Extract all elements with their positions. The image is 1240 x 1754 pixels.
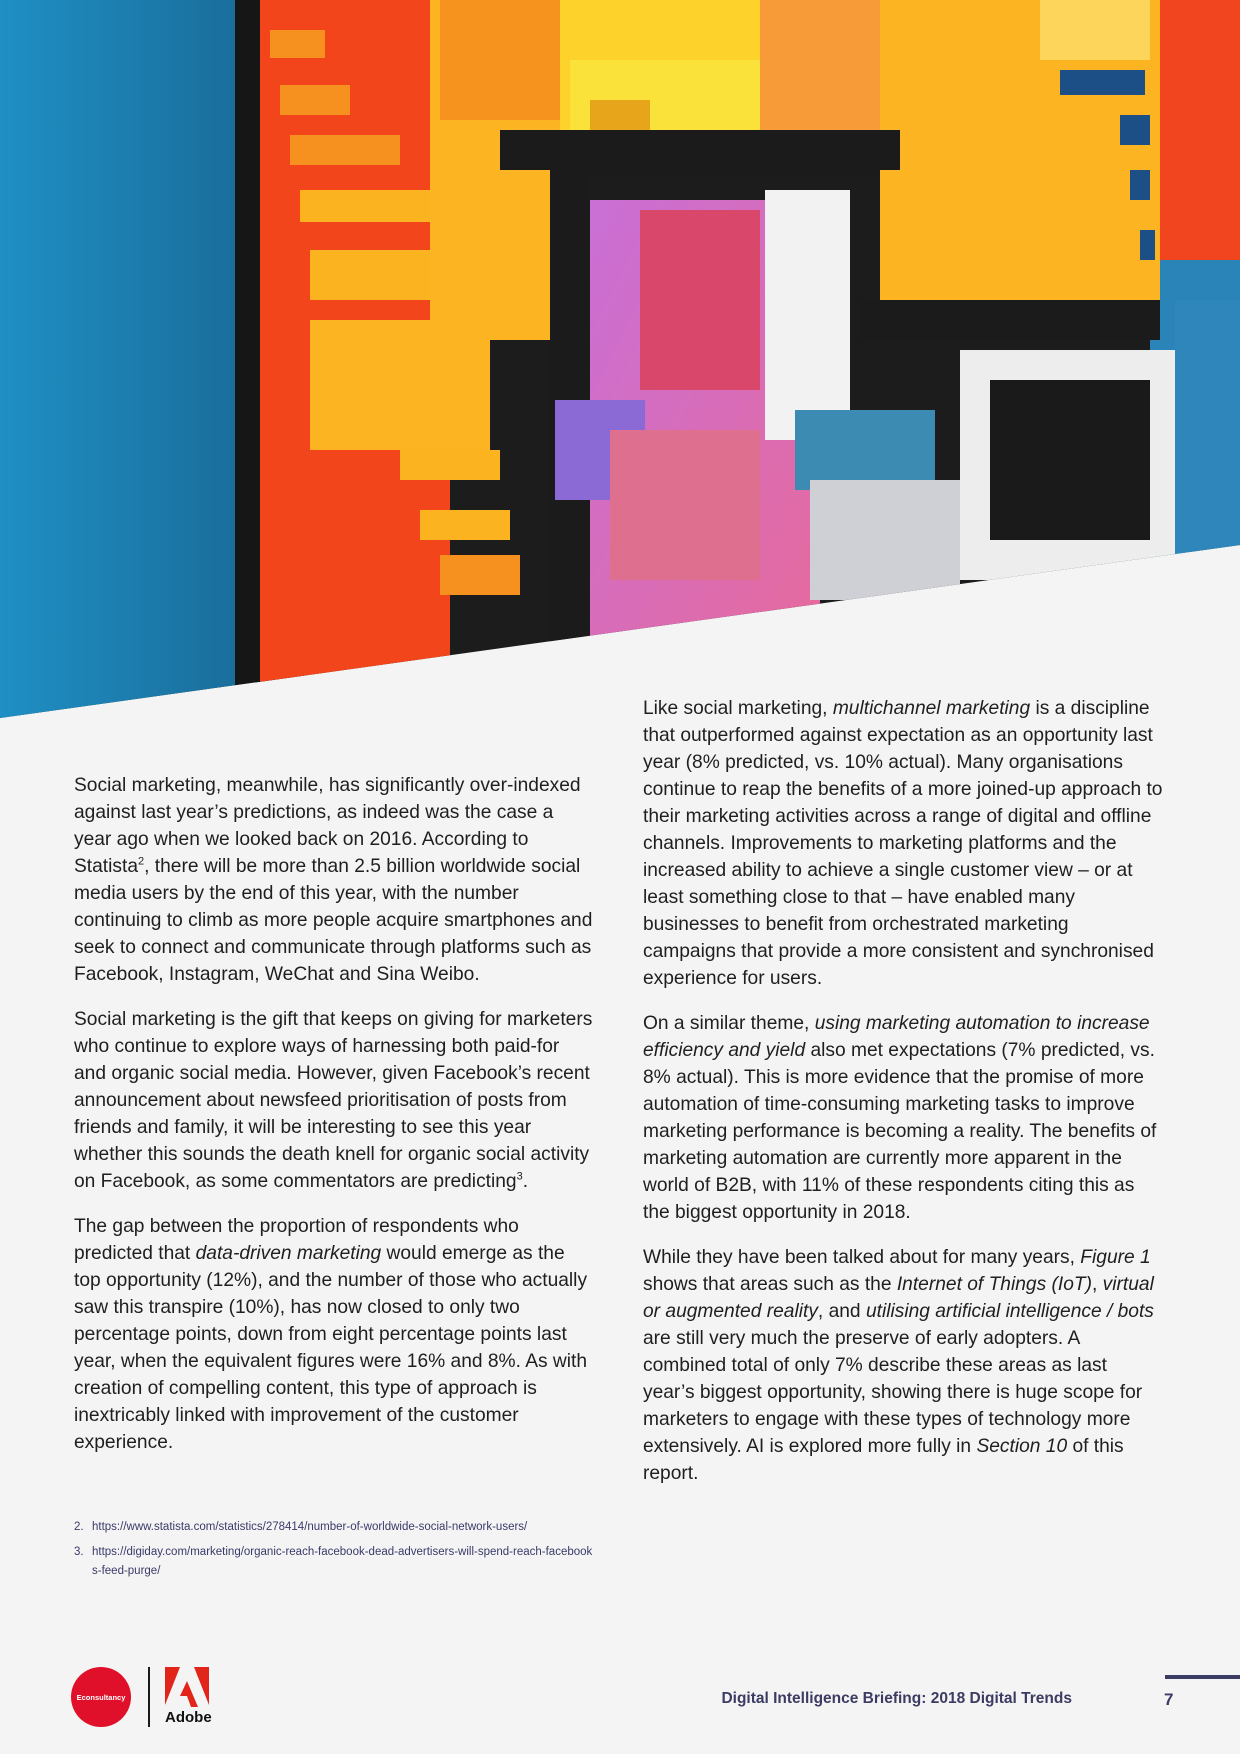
emphasis: Figure 1 bbox=[1080, 1247, 1151, 1268]
text-run: Social marketing is the gift that keeps on giving for marketers who continue to explore ways of harnessing both paid-for and organic social media. However, given Facebook’s recent announcement about newsfeed prioritisation of posts from friends and family, it will be interesting to see this year whether this sounds the death knell for organic social activity on Facebook, as some commentators are predicting bbox=[74, 1009, 593, 1192]
article-column-right bbox=[643, 695, 1163, 1505]
text-run: While they have been talked about for many years, bbox=[643, 1247, 1081, 1268]
footnote bbox=[74, 1518, 594, 1537]
paragraph bbox=[643, 1244, 1163, 1487]
footnote-ref: 3 bbox=[516, 1170, 523, 1183]
text-run: shows that areas such as the bbox=[643, 1274, 897, 1295]
footer-accent-bar bbox=[1165, 1675, 1240, 1679]
text-run: , and bbox=[817, 1301, 866, 1322]
article-column-left bbox=[74, 772, 594, 1474]
emphasis: virtual or augmented reality bbox=[643, 1274, 1154, 1322]
text-run: The gap between the proportion of respondents who predicted that bbox=[74, 1216, 519, 1264]
text-run: also met expectations (7% predicted, vs. 8% actual). This is more evidence that the promise of more automation of time-consuming marketing tasks to improve marketing performance is becoming a reality. The benefits of marketing automation are currently more apparent in the world of B2B, with 11% of these respondents citing this as the biggest opportunity in 2018. bbox=[643, 1040, 1157, 1223]
hero-illustration bbox=[0, 0, 1240, 720]
page-number: 7 bbox=[1164, 1690, 1174, 1709]
paragraph bbox=[643, 1010, 1163, 1226]
text-run: Like social marketing, bbox=[643, 698, 833, 719]
econsultancy-logo bbox=[71, 1667, 131, 1727]
text-run: of this report. bbox=[643, 1436, 1124, 1484]
footnote-number: 2. bbox=[74, 1521, 84, 1533]
paragraph bbox=[74, 1006, 594, 1195]
footnote bbox=[74, 1543, 594, 1581]
adobe-logo-text: Adobe bbox=[165, 1709, 212, 1726]
paragraph bbox=[643, 695, 1163, 992]
paragraph bbox=[74, 772, 594, 988]
text-run: would emerge as the top opportunity (12%), and the number of those who actually saw this transpire (10%), has now closed to only two percentage points, down from eight percentage points last year, when the equivalent figures were 16% and 8%. As with creation of compelling content, this type of approach is inextricably linked with improvement of the customer experience. bbox=[74, 1243, 588, 1453]
footer-report-title: Digital Intelligence Briefing: 2018 Digital Trends bbox=[721, 1690, 1072, 1707]
paragraph bbox=[74, 1213, 594, 1456]
text-run: , there will be more than 2.5 billion worldwide social media users by the end of this year, with the number continuing to climb as more people acquire smartphones and seek to connect and communicate through platforms such as Facebook, Instagram, WeChat and Sina Weibo. bbox=[74, 856, 593, 985]
footer-logos bbox=[71, 1667, 231, 1729]
text-run: are still very much the preserve of early adopters. A combined total of only 7% describe these areas as last year’s biggest opportunity, showing there is huge scope for marketers to engage with these types of technology more extensively. AI is explored more fully in bbox=[643, 1328, 1143, 1457]
footnote-link[interactable]: https://www.statista.com/statistics/278414/number-of-worldwide-social-network-users/ bbox=[92, 1521, 528, 1533]
emphasis: using marketing automation to increase efficiency and yield bbox=[643, 1013, 1150, 1061]
footnote-number: 3. bbox=[74, 1546, 84, 1558]
emphasis: Section 10 bbox=[976, 1436, 1068, 1457]
econsultancy-logo-text: Econsultancy bbox=[76, 1692, 126, 1702]
footnotes bbox=[74, 1518, 594, 1587]
logo-divider bbox=[148, 1667, 150, 1727]
footnote-ref: 2 bbox=[138, 855, 145, 868]
adobe-icon bbox=[165, 1667, 209, 1707]
emphasis: multichannel marketing bbox=[832, 698, 1031, 719]
footnote-link[interactable]: https://digiday.com/marketing/organic-reach-facebook-dead-advertisers-will-spend-reach-facebooks-feed-purge/ bbox=[92, 1546, 593, 1577]
emphasis: Internet of Things (IoT) bbox=[896, 1274, 1092, 1295]
text-run: Social marketing, meanwhile, has significantly over-indexed against last year’s predictions, as indeed was the case a year ago when we looked back on 2016. According to Statista bbox=[74, 775, 581, 877]
text-run: is a discipline that outperformed against expectation as an opportunity last year (8% predicted, vs. 10% actual). Many organisations continue to reap the benefits of a more joined-up approach to their marketing activities across a range of digital and offline channels. Improvements to marketing platforms and the increased ability to achieve a single customer view – or at least something close to that – have enabled many businesses to benefit from orchestrated marketing campaigns that provide a more consistent and synchronised experience for users. bbox=[643, 698, 1163, 989]
text-run: On a similar theme, bbox=[643, 1013, 815, 1034]
emphasis: data-driven marketing bbox=[195, 1243, 382, 1264]
text-run: . bbox=[522, 1171, 529, 1192]
adobe-logo bbox=[165, 1667, 225, 1729]
text-run: , bbox=[1092, 1274, 1103, 1295]
emphasis: utilising artificial intelligence / bots bbox=[865, 1301, 1154, 1322]
